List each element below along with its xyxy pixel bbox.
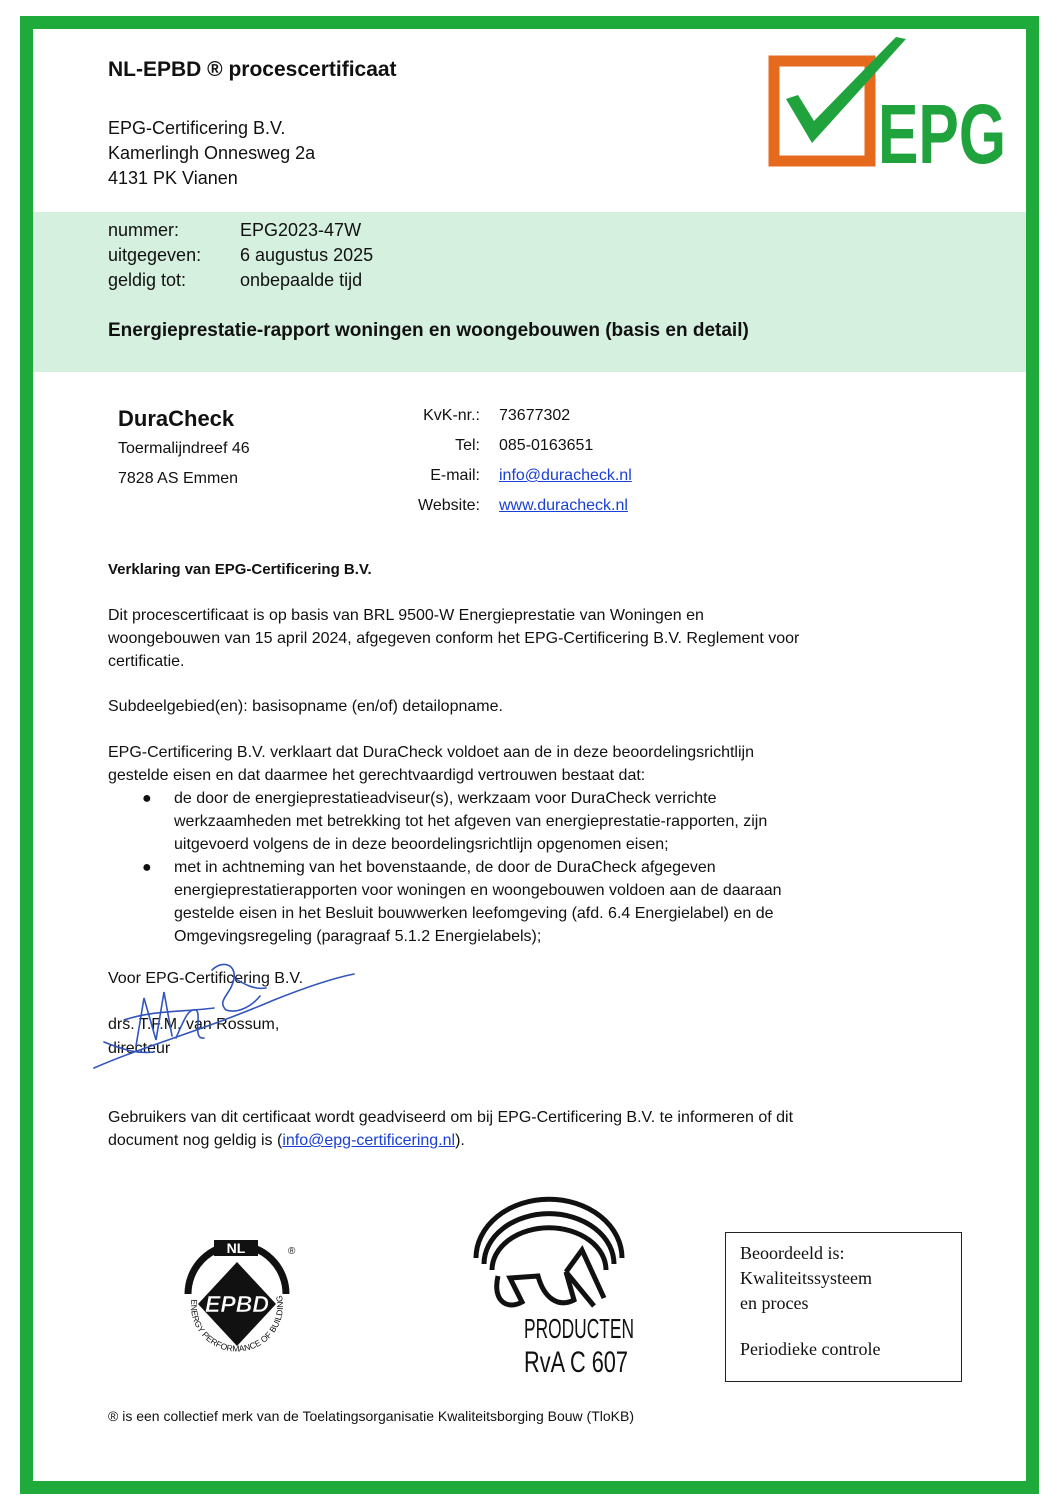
rva-logo <box>462 1198 642 1383</box>
statement-paragraph-2: Subdeelgebied(en): basisopname (en/of) detailopname. <box>108 698 503 715</box>
contact-kvk-label: KvK-nr.: <box>423 407 480 424</box>
assessed-line: Kwaliteitssysteem <box>740 1268 872 1288</box>
contact-kvk-value: 73677302 <box>499 407 571 424</box>
bullet-line: met in achtneming van het bovenstaande, de door de DuraCheck afgegeven <box>174 859 716 876</box>
bullet-text <box>174 787 868 856</box>
users-note-line1: Gebruikers van dit certificaat wordt geadviseerd om bij EPG-Certificering B.V. te informeren of dit <box>108 1109 794 1126</box>
epg-logo-text: EPG <box>878 87 1006 181</box>
meta-valid <box>108 268 373 293</box>
assessed-line: en proces <box>740 1293 809 1313</box>
company-contact <box>330 401 632 521</box>
statement-heading: Verklaring van EPG-Certificering B.V. <box>108 561 372 578</box>
nl-epbd-top: NL <box>226 1240 246 1256</box>
signature-role: directeur <box>108 1040 171 1057</box>
bullet-icon: ● <box>142 790 152 807</box>
svg-text:®: ® <box>288 1246 296 1257</box>
nl-epbd-logo <box>170 1236 305 1371</box>
bullet-text <box>174 856 868 948</box>
issuer-street: Kamerlingh Onnesweg 2a <box>108 143 316 163</box>
meta-valid-label: geldig tot: <box>108 270 187 290</box>
contact-email-label: E-mail: <box>430 467 480 484</box>
meta-number-label: nummer: <box>108 220 180 240</box>
company-block <box>118 404 250 494</box>
company-name: DuraCheck <box>118 406 235 431</box>
contact-website <box>330 491 632 521</box>
bullet-icon: ● <box>142 859 152 876</box>
statement-bullet-list <box>108 787 868 948</box>
rva-line1: PRODUCTEN <box>524 1313 634 1344</box>
list-item <box>108 856 868 948</box>
users-note-line2 <box>108 1129 908 1152</box>
certificate-meta <box>108 218 373 293</box>
bullet-line: Omgevingsregeling (paragraaf 5.1.2 Energielabels); <box>174 928 542 945</box>
epg-logo <box>768 33 1010 181</box>
contact-website-link[interactable]: www.duracheck.nl <box>499 497 628 514</box>
para1-line: woongebouwen van 15 april 2024, afgegeven conform het EPG-Certificering B.V. Reglement voor <box>108 630 800 647</box>
meta-issued-label: uitgegeven: <box>108 245 202 265</box>
company-city: 7828 AS Emmen <box>118 470 239 487</box>
para3-line: EPG-Certificering B.V. verklaart dat DuraCheck voldoet aan de in deze beoordelingsrichtlijn <box>108 744 754 761</box>
handwritten-signature <box>84 950 364 1075</box>
statement-paragraph-1 <box>108 604 868 673</box>
bullet-line: gestelde eisen in het Besluit bouwwerken leefomgeving (afd. 6.4 Energielabel) en de <box>174 905 774 922</box>
bullet-line: werkzaamheden met betrekking tot het afgeven van energieprestatie-rapporten, zijn <box>174 813 768 830</box>
bullet-line: energieprestatierapporten voor woningen en woongebouwen voldoen aan de daaraan <box>174 882 782 899</box>
contact-tel <box>330 431 632 461</box>
meta-number-value: EPG2023-47W <box>240 220 362 240</box>
assessed-line: Beoordeeld is: <box>740 1243 845 1263</box>
users-note-suffix: ). <box>455 1132 465 1149</box>
company-street: Toermalijndreef 46 <box>118 440 250 457</box>
nl-epbd-center: EPBD <box>205 1291 269 1317</box>
issuer-address <box>108 116 315 191</box>
contact-email <box>330 461 632 491</box>
users-note <box>108 1106 908 1152</box>
assessed-extra: Periodieke controle <box>740 1339 881 1359</box>
signature-on-behalf: Voor EPG-Certificering B.V. <box>108 970 304 987</box>
list-item <box>108 787 868 856</box>
para3-line: gestelde eisen en dat daarmee het gerechtvaardigd vertrouwen bestaat dat: <box>108 767 646 784</box>
signature-signer: drs. T.F.M. van Rossum, <box>108 1016 280 1033</box>
para1-line: certificatie. <box>108 653 185 670</box>
contact-kvk <box>330 401 632 431</box>
contact-tel-value: 085-0163651 <box>499 437 594 454</box>
contact-email-link[interactable]: info@duracheck.nl <box>499 467 632 484</box>
rva-line2: RvA C 607 <box>524 1346 628 1379</box>
meta-issued <box>108 243 373 268</box>
meta-number <box>108 218 373 243</box>
certificate-subject: Energieprestatie-rapport woningen en woongebouwen (basis en detail) <box>108 320 749 341</box>
statement-paragraph-3 <box>108 741 868 787</box>
issuer-name: EPG-Certificering B.V. <box>108 118 286 138</box>
issuer-city: 4131 PK Vianen <box>108 168 238 188</box>
contact-website-label: Website: <box>418 497 480 514</box>
contact-tel-label: Tel: <box>455 437 480 454</box>
bullet-line: uitgevoerd volgens de in deze beoordelingsrichtlijn opgenomen eisen; <box>174 836 669 853</box>
trademark-footnote: ® is een collectief merk van de Toelatingsorganisatie Kwaliteitsborging Bouw (TloKB) <box>108 1408 634 1424</box>
para1-line: Dit procescertificaat is op basis van BRL 9500-W Energieprestatie van Woningen en <box>108 607 704 624</box>
meta-issued-value: 6 augustus 2025 <box>240 245 374 265</box>
users-note-prefix: document nog geldig is ( <box>108 1132 283 1149</box>
assessed-box <box>725 1232 962 1382</box>
epg-email-link[interactable]: info@epg-certificering.nl <box>282 1132 456 1149</box>
meta-valid-value: onbepaalde tijd <box>240 270 363 290</box>
bullet-line: de door de energieprestatieadviseur(s), werkzaam voor DuraCheck verrichte <box>174 790 717 807</box>
nl-epbd-ring: ENERGY PERFORMANCE OF BUILDING <box>188 1294 286 1354</box>
certificate-title: NL-EPBD ® procescertificaat <box>108 58 397 81</box>
